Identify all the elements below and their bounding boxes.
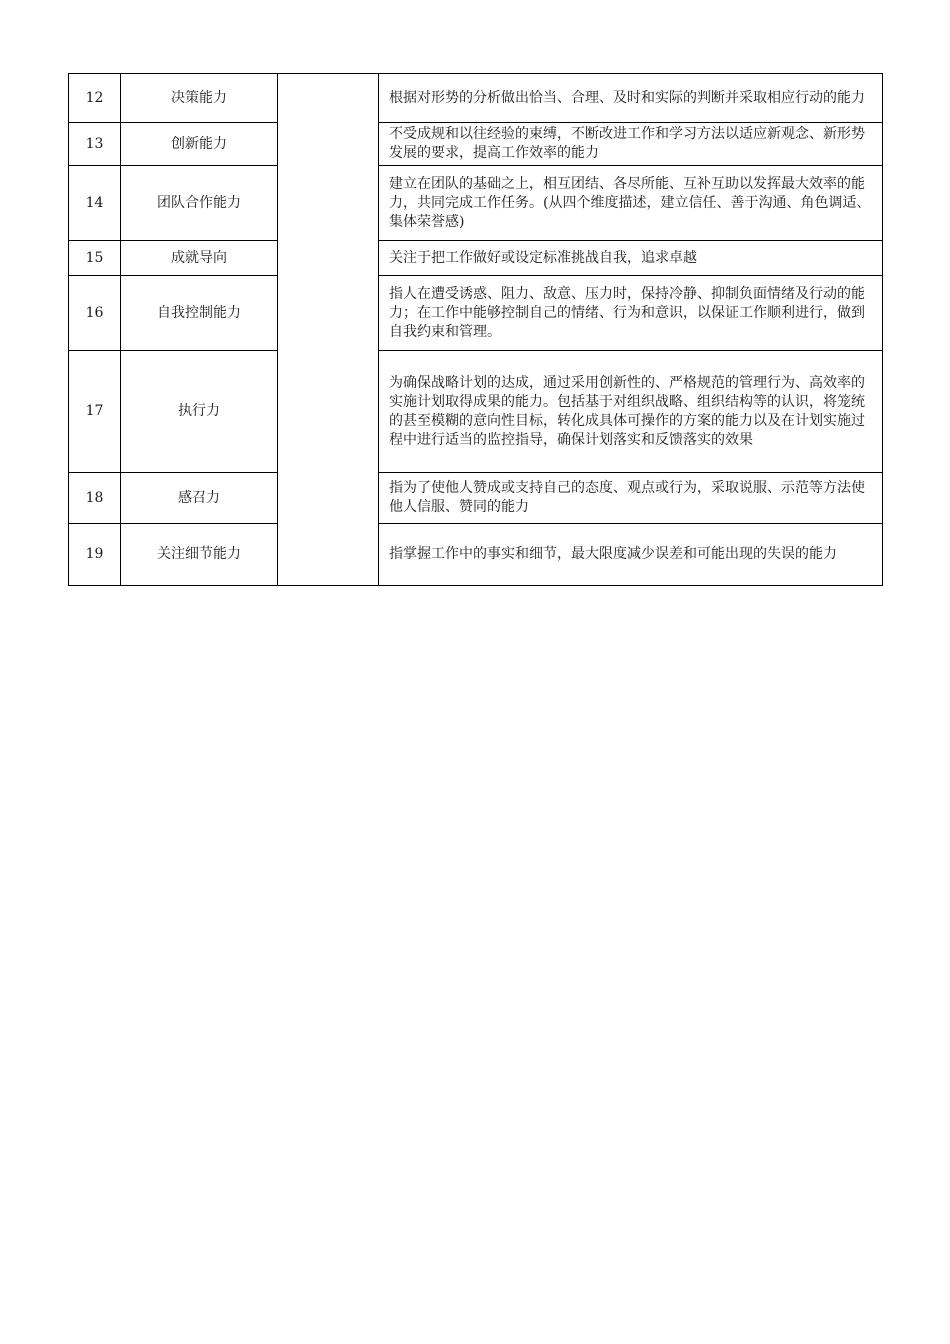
competency-description: 不受成规和以往经验的束缚，不断改进工作和学习方法以适应新观念、新形势发展的要求，提高工作效率的能力 [379, 123, 883, 166]
competency-table [68, 73, 883, 586]
row-number: 16 [69, 276, 121, 351]
table-row [69, 276, 883, 351]
competency-description: 建立在团队的基础之上，相互团结、各尽所能、互补互助以发挥最大效率的能力，共同完成工作任务。(从四个维度描述，建立信任、善于沟通、角色调适、集体荣誉感) [379, 166, 883, 241]
table-row [69, 351, 883, 473]
competency-name: 关注细节能力 [121, 524, 278, 586]
row-number: 18 [69, 473, 121, 524]
category-cell-empty [278, 74, 379, 586]
table-row [69, 524, 883, 586]
competency-description: 指为了使他人赞成或支持自己的态度、观点或行为，采取说服、示范等方法使他人信服、赞同的能力 [379, 473, 883, 524]
row-number: 19 [69, 524, 121, 586]
competency-description: 为确保战略计划的达成，通过采用创新性的、严格规范的管理行为、高效率的实施计划取得成果的能力。包括基于对组织战略、组织结构等的认识，将笼统的甚至模糊的意向性目标，转化成具体可操作的方案的能力以及在计划实施过程中进行适当的监控指导，确保计划落实和反馈落实的效果 [379, 351, 883, 473]
competency-name: 自我控制能力 [121, 276, 278, 351]
table-row [69, 74, 883, 123]
table-row [69, 166, 883, 241]
competency-name: 成就导向 [121, 241, 278, 276]
table-row [69, 123, 883, 166]
competency-description: 指掌握工作中的事实和细节，最大限度减少误差和可能出现的失误的能力 [379, 524, 883, 586]
row-number: 17 [69, 351, 121, 473]
table-row [69, 241, 883, 276]
competency-name: 创新能力 [121, 123, 278, 166]
row-number: 12 [69, 74, 121, 123]
competency-description: 根据对形势的分析做出恰当、合理、及时和实际的判断并采取相应行动的能力 [379, 74, 883, 123]
competency-description: 关注于把工作做好或设定标准挑战自我，追求卓越 [379, 241, 883, 276]
row-number: 15 [69, 241, 121, 276]
row-number: 14 [69, 166, 121, 241]
competency-name: 团队合作能力 [121, 166, 278, 241]
competency-description: 指人在遭受诱惑、阻力、敌意、压力时，保持冷静、抑制负面情绪及行动的能力；在工作中能够控制自己的情绪、行为和意识，以保证工作顺利进行，做到自我约束和管理。 [379, 276, 883, 351]
competency-name: 决策能力 [121, 74, 278, 123]
competency-name: 执行力 [121, 351, 278, 473]
table-row [69, 473, 883, 524]
competency-name: 感召力 [121, 473, 278, 524]
row-number: 13 [69, 123, 121, 166]
